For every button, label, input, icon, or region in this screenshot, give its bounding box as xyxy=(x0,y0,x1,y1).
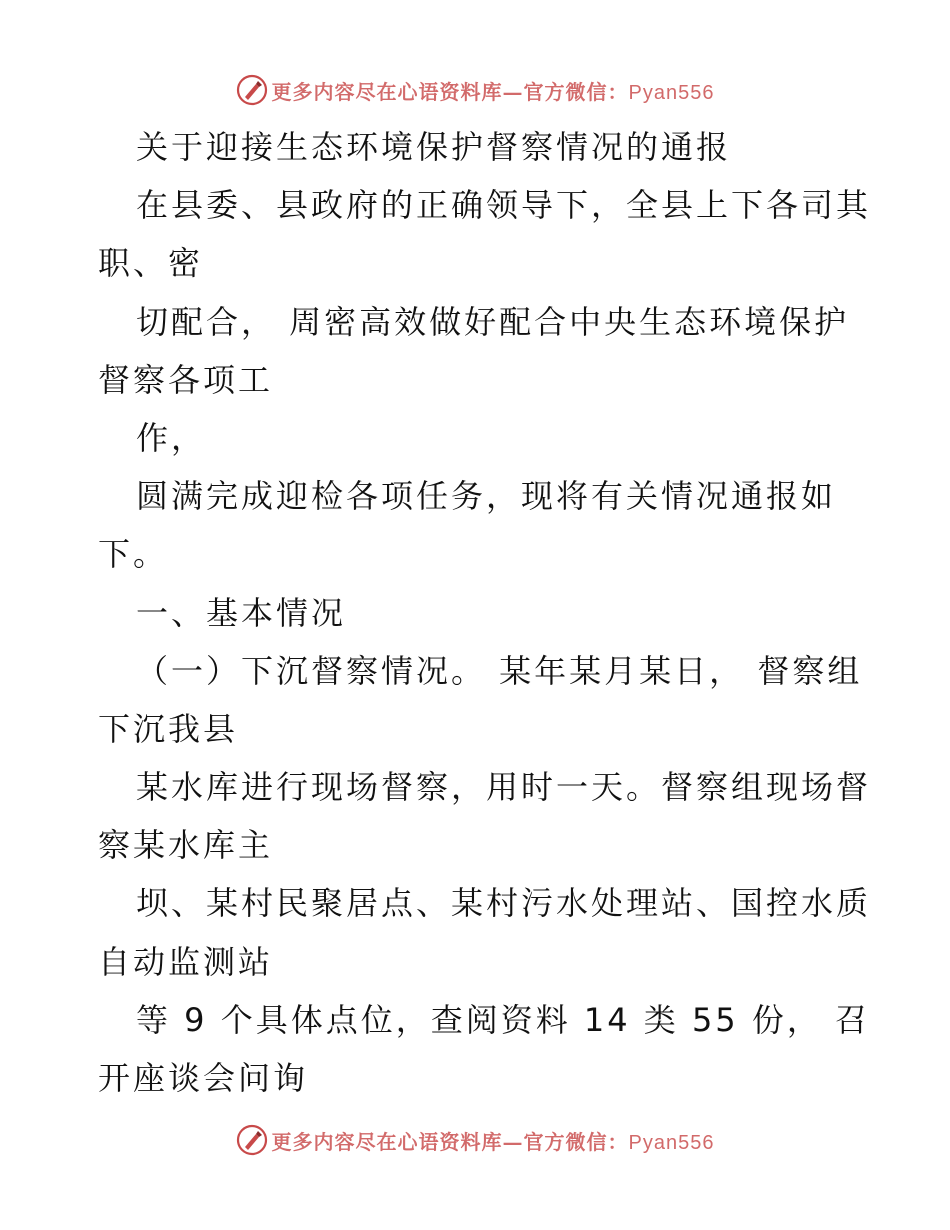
paragraph-line: 开座谈会问询 xyxy=(98,1059,309,1097)
document-body xyxy=(98,118,872,1107)
paragraph-line: 等 9 个具体点位，查阅资料 14 类 55 份， 召 xyxy=(136,1000,871,1039)
watermark-text: 更多内容尽在心语资料库—官方微信：Pyan556 xyxy=(271,79,715,104)
pen-logo-icon xyxy=(236,1124,268,1156)
paragraph-line: 督察各项工 xyxy=(98,360,274,399)
watermark-text: 更多内容尽在心语资料库—官方微信：Pyan556 xyxy=(271,1129,715,1154)
paragraph-line: 自动监测站 xyxy=(98,942,274,981)
pen-logo-icon xyxy=(236,74,268,106)
paragraph-line: 察某水库主 xyxy=(98,826,274,865)
paragraph-line: 圆满完成迎检各项任务，现将有关情况通报如 xyxy=(136,477,837,516)
paragraph-line: 切配合， 周密高效做好配合中央生态环境保护 xyxy=(136,302,850,341)
section-heading: 一、基本情况 xyxy=(136,593,347,632)
document-title: 关于迎接生态环境保护督察情况的通报 xyxy=(136,128,732,166)
subsection-heading-line: （一）下沉督察情况。 某年某月某日， 督察组 xyxy=(136,651,863,690)
paragraph-line: 职、密 xyxy=(98,244,204,283)
paragraph-line: 下沉我县 xyxy=(98,709,239,748)
paragraph-line: 作， xyxy=(136,418,207,457)
paragraph-line: 坝、某村民聚居点、某村污水处理站、国控水质 xyxy=(136,884,872,923)
footer-watermark xyxy=(0,1120,950,1160)
header-watermark xyxy=(0,70,950,110)
paragraph-line: 某水库进行现场督察，用时一天。督察组现场督 xyxy=(136,768,872,807)
paragraph-line: 在县委、县政府的正确领导下，全县上下各司其 xyxy=(136,186,872,225)
paragraph-line: 下。 xyxy=(98,535,169,574)
